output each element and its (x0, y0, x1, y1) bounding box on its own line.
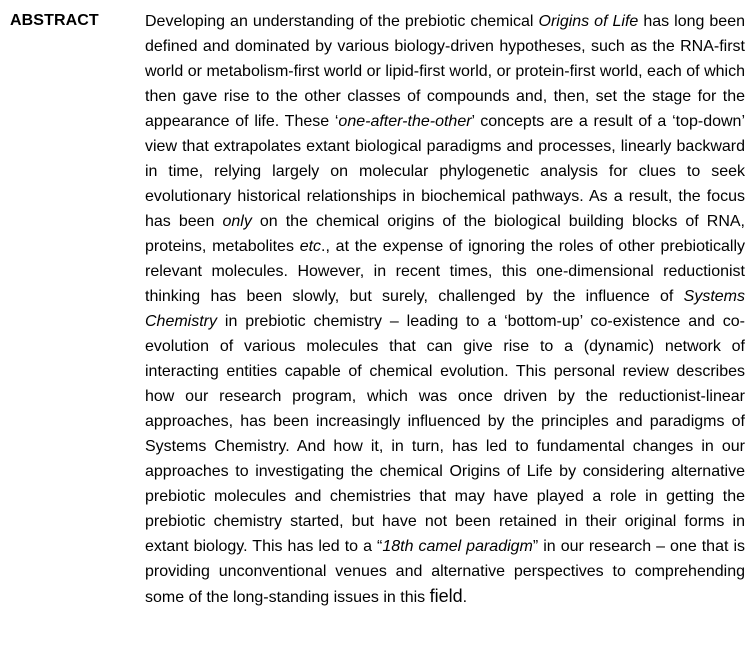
abstract-body (145, 9, 745, 610)
abstract-emphasis: one-after-the-other (338, 113, 472, 130)
abstract-emphasis: only (222, 213, 252, 230)
abstract-text-segment: ” in our research – one that is providing unconventional venues and alternative perspectives to comprehending some of the long-standing issues in this (145, 538, 745, 606)
abstract-heading: ABSTRACT (10, 12, 99, 29)
abstract-text-segment: . (462, 589, 468, 606)
abstract-emphasis: Systems Chemistry (145, 288, 745, 330)
abstract-emphasis: 18th camel paradigm (382, 538, 533, 555)
abstract-text-segment: has long been defined and dominated by various biology-driven hypotheses, such as the RNA-first world or metabolism-first world or lipid-first world, or protein-first world, each of which then gave rise to the other classes of compounds and, then, set the stage for the appearance of life. These ‘ (145, 13, 746, 130)
abstract-text-segment: Developing an understanding of the prebiotic chemical (145, 13, 539, 30)
abstract-text-segment: ., at the expense of ignoring the roles of other prebiotically relevant molecules. However, in recent times, this one-dimensional reductionist thinking has been slowly, but surely, challenged by the influence of (145, 238, 745, 305)
abstract-final-word: field (429, 586, 463, 606)
abstract-emphasis: Origins of Life (538, 13, 639, 30)
abstract-text-segment: on the chemical origins of the biological building blocks of RNA, proteins, metabolites (145, 213, 746, 255)
abstract-text-segment: in prebiotic chemistry – leading to a ‘bottom-up’ co-existence and co-evolution of various molecules that can give rise to a (dynamic) network of interacting entities capable of chemical evolution. This personal review describes how our research program, which was once driven by the reductionist-linear approaches, has been increasingly influenced by the principles and paradigms of Systems Chemistry. And how it, in turn, has led to fundamental changes in our approaches to investigating the chemical Origins of Life by considering alternative prebiotic molecules and chemistries that may have played a role in getting the prebiotic chemistry started, but have not been retained in their original forms in extant biology. This has led to a “ (145, 313, 745, 555)
abstract-text-segment: ’ concepts are a result of a ‘top-down’ view that extrapolates extant biological paradigms and processes, linearly backward in time, relying largely on molecular phylogenetic analysis for clues to seek evolutionary historical relationships in biochemical pathways. As a result, the focus has been (145, 113, 745, 230)
abstract-emphasis: etc (299, 238, 322, 255)
